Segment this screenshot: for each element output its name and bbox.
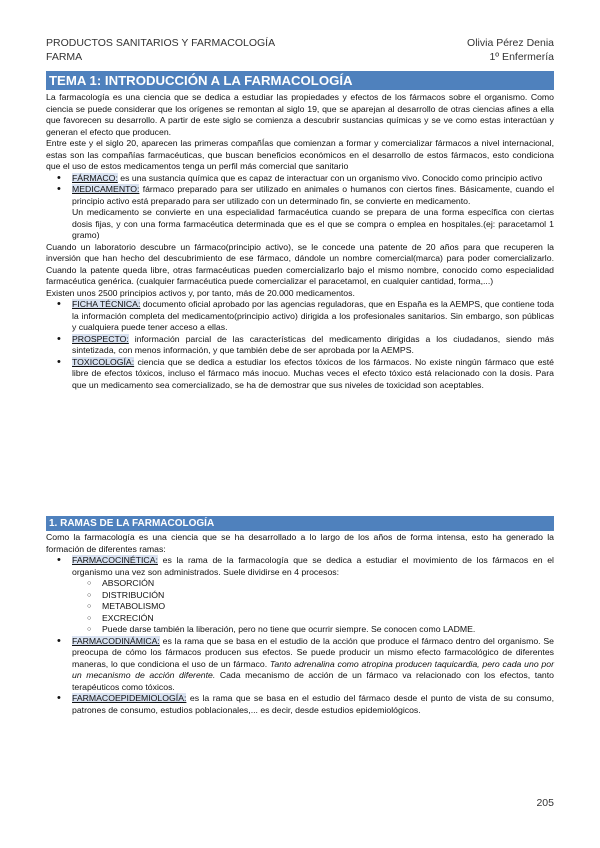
list-item: ○ Puede darse también la liberación, pero no tiene que ocurrir siempre. Se conocen como LADME. [46,624,554,636]
definition-list [46,299,554,391]
section-title-main: TEMA 1: INTRODUCCIÓN A LA FARMACOLOGÍA [46,71,554,90]
definition-text: es la rama que se basa en el estudio del fármaco desde el punto de vista de su consumo, patrones de consumo, estudios poblacionales,... es decir, desde estudios epidemiológicos. [72,693,554,715]
paragraph: Entre este y el siglo 20, aparecen las primeras compañÍas que comienzan a formar y comercializar fármacos a nivel internacional, estas son las compañías farmacéuticas, que buscan beneficios económicos en el desarrollo de estos fármacos, esto condiciona que el uso de estos medicamentos tenga un perfil más comercial que sanitario [46,138,554,171]
term-prospecto: PROSPECTO: [72,333,129,344]
branches-list [46,555,554,716]
definition-text: ciencia que se dedica a estudiar los efectos tóxicos de los fármacos. No existe ningún fármaco que esté libre de efectos tóxicos, incluso el fármaco más inocuo. Muchas veces el efecto tóxico está relacionado con la dosis. Para que un medicamento sea comercializado, se ha de demostrar que sus niveles de toxicidad son aceptables. [72,356,554,390]
list-item [46,357,554,392]
definition-list [46,173,554,242]
definition-extra: Un medicamento se convierte en una especialidad farmacéutica cuando se prepara de una forma específica con ciertas dosis fijas, y con una forma farmacéutica determinada que es el que se compra o emplea en hospitales.(ej: paracetamol 1 gramo) [72,207,554,240]
list-item [46,636,554,694]
definition-text: es la rama de la farmacología que se dedica a estudiar el movimiento de los fármacos en el organismo una vez son administrados. Suele dividirse en 4 procesos: [72,555,554,577]
term-medicamento: MEDICAMENTO: [72,184,140,194]
list-item [46,693,554,716]
example-text: Tanto adrenalina como atropina producen taquicardia, pero cada uno por un mecanismo de acción diferente. [72,658,554,680]
list-item [46,334,554,357]
header-subject-short: FARMA [46,51,83,63]
list-item [46,555,554,636]
paragraph: Cuando un laboratorio descubre un fármaco(principio activo), se le concede una patente de 20 años para que recuperen la inversión que han hecho del descubrimiento de ese fármaco, dándole un nombre comercial(marca) para poder comercializarlo. Cuando la patente queda libre, otras farmacéuticas pueden comercializarlo bajo el mismo nombre, conocido como especialidad farmacéutica genérica. (cualquier farmacéutica puede comercializar el paracetamol, en cualquier cantidad, forma,...) [46,241,554,286]
definition-text: Cada mecanismo de acción de un fármaco va relacionado con los efectos, tanto terapéuticos como tóxicos. [72,670,555,692]
section2-body [46,532,554,716]
term-farmacodinamica: FARMACODINÁMICA: [72,635,160,646]
process-list [46,578,554,636]
term-ficha-tecnica: FICHA TÉCNICA: [72,299,141,309]
definition-text: es una sustancia química que es capaz de interactuar con un organismo vivo. Conocido como principio activo [117,172,543,183]
definition-text: documento oficial aprobado por las agencias reguladoras, que en España es la AEMPS, que contiene toda la información completa del medicamento(principio activo) dirigida a los profesionales sanitarios. Sin embargo, son públicas y cualquiera puede tener acceso a ellas. [72,299,554,332]
page-header [46,36,554,64]
definition-text: fármaco preparado para ser utilizado en animales o humanos con ciertos fines. Básicamente, cuando el principio activo está preparado para ser utilizado con un determinado fin, se convierte en medicamento. [72,184,554,206]
term-farmacoepidemiologia: FARMACOEPIDEMIOLOGÍA: [72,693,187,703]
header-subject: PRODUCTOS SANITARIOS Y FARMACOLOGÍA [46,37,276,49]
term-farmacocinetica: FARMACOCINÉTICA: [72,555,158,565]
definition-text: es la rama que se basa en el estudio de la acción que produce el fármaco dentro del organismo. Se preocupa de cómo los fármacos producen sus efectos. Se puede producir un mismo efecto farmacológico de diferentes maneras, lo que condiciona el uso de un fármaco. [72,635,554,669]
page-number: 205 [536,797,554,809]
list-item: ○ EXCRECIÓN [46,613,554,625]
term-farmaco: FÁRMACO: [72,172,118,183]
term-toxicologia: TOXICOLOGÍA: [72,356,135,367]
list-item: ○ ABSORCIÓN [46,578,554,590]
list-item: ○ DISTRIBUCIÓN [46,590,554,602]
section1-body [46,92,554,391]
definition-text: información parcial de las características del medicamento dirigidas a los ciudadanos, siendo más sintetizada, con menos información, y que también debe de ser aprobada por la AEMPS. [72,333,554,355]
list-item [46,184,554,242]
paragraph: Existen unos 2500 principios activos y, por tanto, más de 20.000 medicamentos. [46,287,355,298]
paragraph: Como la farmacología es una ciencia que se ha desarrollado a lo largo de los años de forma intensa, esto ha generado la formación de diferentes ramas: [46,532,554,554]
header-author: Olivia Pérez Denia [467,37,554,49]
header-course: 1º Enfermería [489,51,554,63]
list-item: ○ METABOLISMO [46,601,554,613]
paragraph: La farmacología es una ciencia que se dedica a estudiar las propiedades y efectos de los fármacos sobre el organismo. Como ciencia se puede considerar que los orígenes se remontan al siglo 19, que se aparejan al desarrollo de otras ciencias afines a ella que favorecen su desarrollo. A partir de este siglo se comienza a descubrir sustancias químicas y se ve como estas interactúan y generan el efecto que producen. [46,92,554,137]
list-item [46,173,554,185]
list-item [46,299,554,334]
section-title-ramas: 1. RAMAS DE LA FARMACOLOGÍA [46,516,554,531]
